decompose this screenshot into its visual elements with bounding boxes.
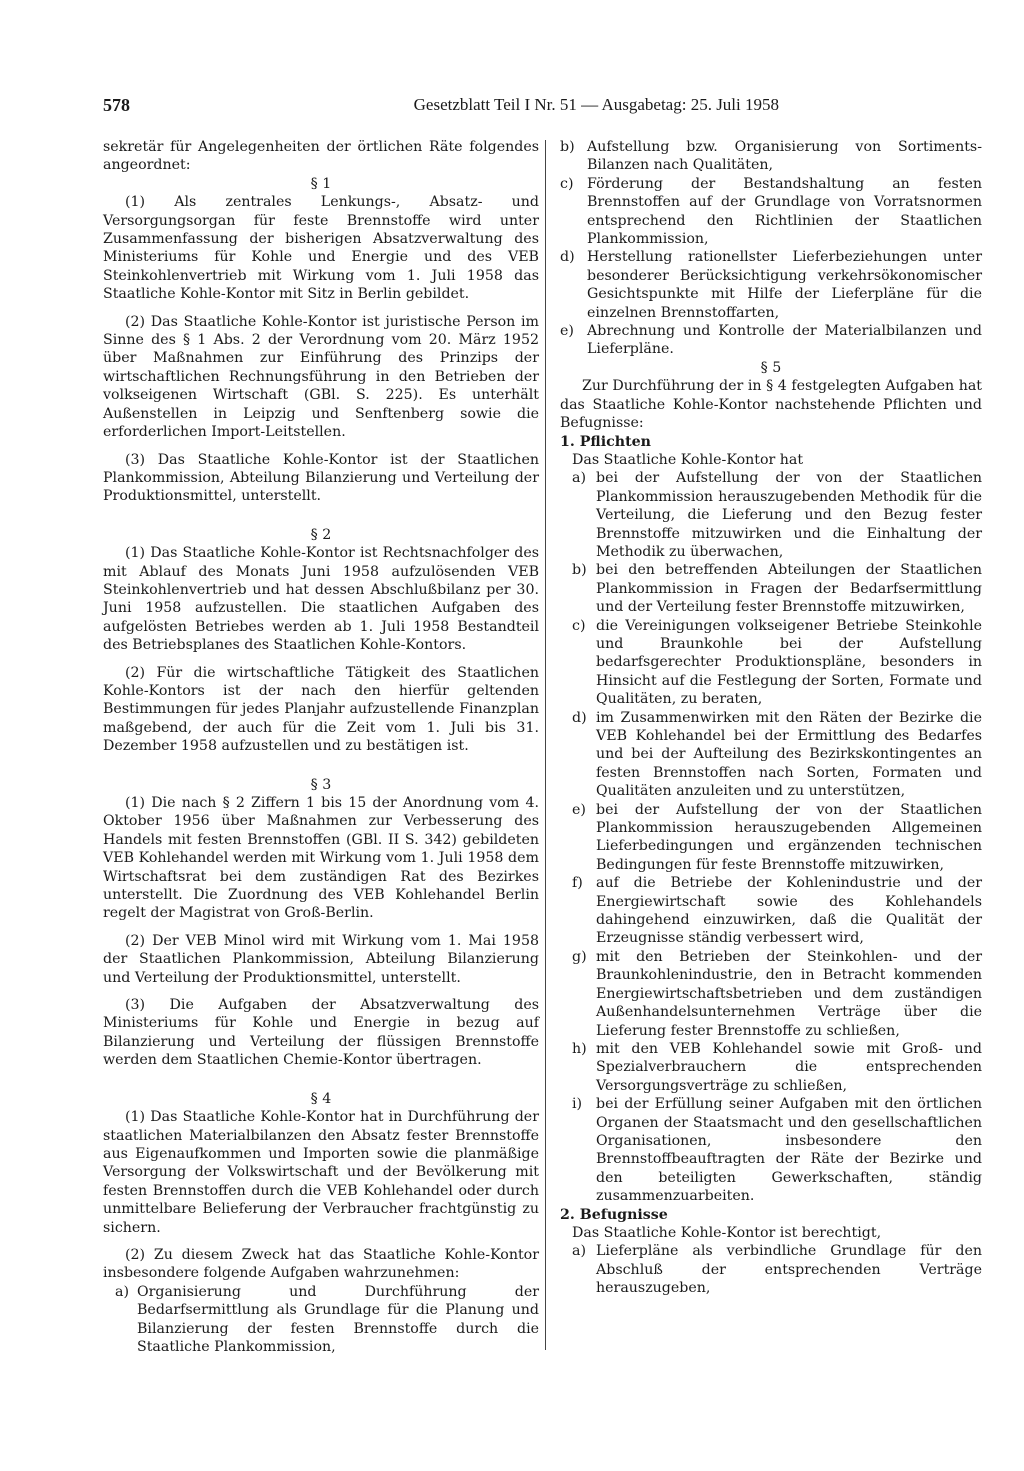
list-item-text: Aufstellung bzw. Organisierung von Sortiments-Bilanzen nach Qualitäten,: [587, 139, 982, 174]
section-title-5: § 5: [760, 359, 782, 376]
list-item-label: g): [572, 948, 587, 965]
pflichten-intro: Das Staatliche Kohle-Kontor hat: [572, 451, 804, 468]
paragraph-s4-2: (2) Zu diesem Zweck hat das Staatliche Kohle-Kontor insbesondere folgende Aufgaben wahrzunehmen:: [103, 1246, 539, 1282]
paragraph-s1-1: (1) Als zentrales Lenkungs-, Absatz- und Versorgungsorgan für feste Brennstoffe wird unter Zusammenfassung der bisherigen Absatzverwaltung des Ministeriums für Kohle und Energie und des VEB Steinkohlenvertrieb mit Wirkung vom 1. Juli 1958 das Staatliche Kohle-Kontor mit Sitz in Berlin gebildet.: [103, 194, 539, 303]
left-column: [103, 138, 539, 1356]
list-item-pflicht-h: [560, 1040, 982, 1095]
paragraph-s4-1: (1) Das Staatliche Kohle-Kontor hat in Durchführung der staatlichen Materialbilanzen den Absatz fester Brennstoffe aus Eigenaufkommen und Importen sowie die planmäßige Versorgung der Volkswirtschaft und der Bevölkerung mit festen Brennstoffen durch die VEB Kohlehandel oder durch unmittelbare Belieferung der Verbraucher frachtgünstig zu sichern.: [103, 1109, 539, 1236]
page-header: [103, 95, 779, 119]
list-item-s4-d: [560, 248, 982, 322]
list-item-text: Förderung der Bestandshaltung an festen Brennstoffen auf der Grundlage von Vorratsnormen entsprechend den Richtlinien der Staatlichen Plankommission,: [587, 175, 982, 248]
list-item-text: auf die Betriebe der Kohlenindustrie und der Energiewirtschaft sowie des Kohlehandels dahingehend einzuwirken, daß die Qualität der Erzeugnisse ständig verbessert wird,: [596, 875, 982, 947]
list-item-label: c): [572, 617, 586, 634]
list-item-label: d): [560, 249, 575, 266]
list-item-pflicht-a: [560, 469, 982, 561]
list-item-text: Lieferpläne als verbindliche Grundlage für den Abschluß der entsprechenden Verträge herauszugeben,: [596, 1243, 982, 1297]
paragraph-s3-1: (1) Die nach § 2 Ziffern 1 bis 15 der Anordnung vom 4. Oktober 1956 über Maßnahmen zur Verbesserung des Handels mit festen Brennstoffen (GBl. II S. 342) gebildeten VEB Kohlehandel werden mit Wirkung vom 1. Juli 1958 dem Wirtschaftsrat bei dem zuständigen Rat des Bezirkes unterstellt. Die Zuordnung des VEB Kohlehandel Berlin regelt der Magistrat von Groß-Berlin.: [103, 795, 539, 922]
section-title-1: § 1: [310, 175, 332, 192]
list-item-text: mit den Betrieben der Steinkohlen- und der Braunkohlenindustrie, den in Betracht kommenden Energiewirtschaftsbetrieben und dem zuständigen Außenhandelsunternehmen Verträge über die Lieferung fester Brennstoffe zu schließen,: [596, 948, 982, 1039]
list-item-pflicht-f: [560, 874, 982, 948]
list-item-text: bei der Erfüllung seiner Aufgaben mit den örtlichen Organen der Staatsmacht und den gesellschaftlichen Organisationen, insbesondere den Brennstoffbeauftragten der Räte der Bezirke und den beteiligten Gewerkschaften, ständig zusammenzuarbeiten.: [596, 1096, 982, 1205]
list-item-text: mit den VEB Kohlehandel sowie mit Groß- und Spezialverbrauchern die entsprechenden Versorgungsverträge zu schließen,: [596, 1040, 982, 1094]
list-item-label: i): [572, 1096, 583, 1113]
list-item-text: bei der Aufstellung der von der Staatlichen Plankommission herauszugebenden Methodik für die Verteilung, die Lieferung und den Bezug fester Brennstoffe mitzuwirken und die Einhaltung der Methodik zu überwachen,: [596, 470, 982, 560]
befugnisse-intro: Das Staatliche Kohle-Kontor ist berechtigt,: [572, 1224, 882, 1241]
list-item-pflicht-d: [560, 709, 982, 801]
subheading-pflichten: 1. Pflichten: [560, 433, 651, 450]
list-item-label: e): [560, 323, 574, 340]
list-item-pflicht-g: [560, 948, 982, 1040]
list-item-label: b): [572, 562, 587, 579]
list-item-text: Abrechnung und Kontrolle der Materialbilanzen und Lieferpläne.: [587, 323, 982, 358]
paragraph-s2-2: (2) Für die wirtschaftliche Tätigkeit des Staatlichen Kohle-Kontors ist der nach den hierfür geltenden Bestimmungen für jedes Planjahr aufzustellende Finanzplan maßgebend, der auch für die Zeit vom 1. Juli bis 31. Dezember 1958 aufzustellen und zu bestätigen ist.: [103, 664, 539, 755]
list-item-text: im Zusammenwirken mit den Räten der Bezirke die VEB Kohlehandel bei der Ermittlung des Bedarfes und bei der Aufteilung des Bezirkskontingentes an festen Brennstoffen nach Sorten, Formaten und Qualitäten anzuleiten und zu unterstützen,: [596, 709, 982, 800]
paragraph-s2-1: (1) Das Staatliche Kohle-Kontor ist Rechtsnachfolger des mit Ablauf des Monats Juni 1958 aufzulösenden VEB Steinkohlenvertrieb und hat dessen Abschlußbilanz per 30. Juni 1958 aufzustellen. Die staatlichen Aufgaben des aufgelösten Betriebes werden ab 1. Juli 1958 Bestandteil des Betriebsplanes des Staatlichen Kohle-Kontors.: [103, 545, 539, 654]
list-item-text: die Vereinigungen volkseigener Betriebe Steinkohle und Braunkohle bei der Aufstellung bedarfsgerechter Produktionspläne, besonders in Hinsicht auf die Festlegung der Sorten, Formate und Qualitäten, zu beraten,: [596, 617, 982, 708]
list-item-label: e): [572, 801, 586, 818]
list-item-label: a): [572, 470, 586, 487]
page-number: 578: [103, 95, 130, 115]
paragraph-s3-3: (3) Die Aufgaben der Absatzverwaltung des Ministeriums für Kohle und Energie in bezug auf Bilanzierung und Verteilung der flüssigen Brennstoffe werden dem Staatlichen Chemie-Kontor übertragen.: [103, 997, 539, 1069]
list-item-befugnis-a: [560, 1242, 982, 1297]
list-item-label: d): [572, 709, 587, 726]
list-item-label: b): [560, 139, 575, 155]
right-column: [560, 138, 982, 1298]
list-item-label: a): [572, 1243, 586, 1260]
paragraph-s5-intro: Zur Durchführung der in § 4 festgelegten Aufgaben hat das Staatliche Kohle-Kontor nachstehende Pflichten und Befugnisse:: [560, 378, 982, 432]
list-item-s4-c: [560, 175, 982, 249]
list-item-s4-a: [103, 1283, 539, 1357]
list-item-label: c): [560, 175, 574, 192]
list-item-text: bei den betreffenden Abteilungen der Staatlichen Plankommission in Fragen der Bedarfsermittlung und der Verteilung fester Brennstoffe mitzuwirken,: [596, 562, 982, 616]
list-item-label: h): [572, 1040, 587, 1057]
paragraph-s1-2: (2) Das Staatliche Kohle-Kontor ist juristische Person im Sinne des § 1 Abs. 2 der Verordnung vom 20. März 1952 über Maßnahmen zur Einführung des Prinzips der wirtschaftlichen Rechnungsführung in den Betrieben der volkseigenen Wirtschaft (GBl. S. 225). Es unterhält Außenstellen in Leipzig und Senftenberg sowie die erforderlichen Import-Leitstellen.: [103, 313, 539, 441]
section-title-2: § 2: [310, 526, 332, 543]
paragraph-s3-2: (2) Der VEB Minol wird mit Wirkung vom 1. Mai 1958 der Staatlichen Plankommission, Abteilung Bilanzierung und Verteilung der Produktionsmittel, unterstellt.: [103, 932, 539, 986]
paragraph-s1-3: (3) Das Staatliche Kohle-Kontor ist der Staatlichen Plankommission, Abteilung Bilanzierung und Verteilung der Produktionsmittel, unterstellt.: [103, 451, 539, 505]
list-item-s4-b: [560, 138, 982, 175]
list-item-pflicht-e: [560, 801, 982, 875]
section-title-3: § 3: [310, 776, 332, 793]
list-item-text: Organisierung und Durchführung der Bedarfsermittlung als Grundlage für die Planung und Bilanzierung der festen Brennstoffe durch die Staatliche Plankommission,: [137, 1283, 539, 1355]
list-item-s4-e: [560, 322, 982, 359]
section-title-4: § 4: [310, 1090, 332, 1107]
column-divider: [545, 140, 546, 1350]
list-item-text: Herstellung rationellster Lieferbeziehungen unter besonderer Berücksichtigung verkehrsökonomischer Gesichtspunkte mit Hilfe der Lieferpläne für die einzelnen Brennstoffarten,: [587, 249, 982, 321]
list-item-pflicht-b: [560, 561, 982, 616]
running-title: Gesetzblatt Teil I Nr. 51 — Ausgabetag: 25. Juli 1958: [413, 95, 779, 114]
list-item-pflicht-c: [560, 617, 982, 709]
subheading-befugnisse: 2. Befugnisse: [560, 1206, 668, 1223]
list-item-label: f): [572, 875, 583, 892]
list-item-label: a): [115, 1283, 129, 1300]
list-item-text: bei der Aufstellung der von der Staatlichen Plankommission herauszugebenden Allgemeinen Lieferbedingungen und ergänzenden technischen Bedingungen für feste Brennstoffe mitzuwirken,: [596, 801, 982, 873]
intro-paragraph: sekretär für Angelegenheiten der örtlichen Räte folgendes angeordnet:: [103, 139, 539, 174]
list-item-pflicht-i: [560, 1095, 982, 1205]
